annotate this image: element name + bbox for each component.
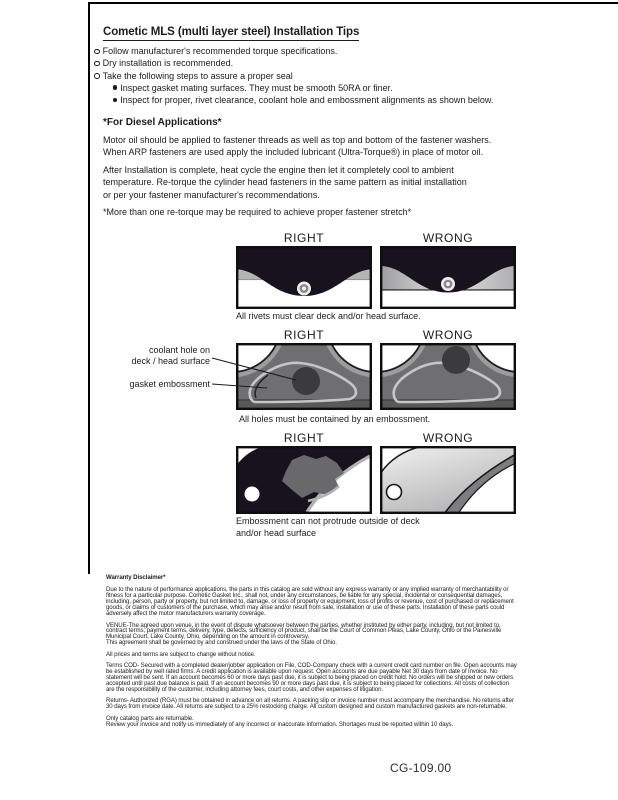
diesel-paragraph-1: [103, 134, 491, 159]
embossment-right-illustration: [236, 446, 372, 514]
wrong-label: WRONG: [422, 328, 474, 342]
hollow-bullet-icon: [94, 49, 100, 55]
text-line: Due to the nature of performance applications, the parts in this catalog are sold without any express warranty or any implied warranty of merchantability or: [106, 586, 509, 594]
text-line: VENUE-The agreed upon venue, in the event of dispute whatsoever between the parties, whether instituted by either party, including, but not limited to,: [106, 621, 501, 629]
diagram-row2: [236, 343, 516, 410]
diagram-row2-labels: [236, 328, 516, 342]
text-line: Review your invoice and notify us immediately of any incorrect or inaccurate information. Shortages must be reported within 10 days.: [106, 720, 454, 728]
text-line: Embossment can not protrude outside of deck: [236, 516, 420, 526]
text-line: Terms COD- Secured with a completed dealer/jobber application on File, COD-Company check with a current credit card number on file. Open accounts may: [106, 662, 517, 670]
coolant-hole-wrong-illustration: [380, 343, 516, 410]
right-label: RIGHT: [283, 431, 325, 445]
bullet-text: Take the following steps to assure a proper seal: [102, 70, 293, 81]
text-line: accepted until past due balance is paid. If an account becomes 90 or more days past due, it is subject to being placed for collections. All costs of collection: [106, 679, 509, 687]
bullet-item: [94, 45, 493, 57]
diagram-row3-caption: [236, 516, 420, 539]
legal-paragraph-returns: [106, 698, 517, 710]
text-line: adversely affect the motor manufacturers warranty coverage.: [106, 610, 266, 618]
wrong-label: WRONG: [422, 231, 474, 245]
hollow-bullet-icon: [94, 73, 100, 79]
installation-tips-list: [94, 45, 493, 106]
sub-bullet-text: Inspect gasket mating surfaces. They must be smooth 50RA or finer.: [120, 82, 393, 93]
diagram-row1-caption: All rivets must clear deck and/or head surface.: [236, 311, 421, 321]
text-line: goods, or claims of customers of the purchase, which may arise and/or result from sale, installation or use of these parts. Installation of these parts could: [106, 604, 505, 612]
text-line: This agreement shall be governed by and construed under the laws of the State of Ohio.: [106, 639, 337, 647]
diagram-row1: [236, 246, 516, 309]
text-line: and/or head surface: [236, 527, 317, 538]
warranty-disclaimer-heading: Warranty Disclaimer*: [106, 574, 166, 581]
text-line: statement will be sent. If an account becomes 60 or more days past due, it is subject to being placed on credit hold. No orders will be shipped or new orders: [106, 674, 514, 682]
coolant-hole-annotation: [110, 345, 210, 367]
text-line: When ARP fasteners are used apply the included lubricant (Ultra-Torque®) in place of motor oil.: [103, 147, 484, 158]
embossment-wrong-illustration: [380, 446, 516, 514]
sub-bullet-text: Inspect for proper, rivet clearance, coolant hole and embossment alignments as shown below.: [120, 95, 494, 106]
bullet-text: Dry installation is recommended.: [102, 58, 234, 69]
text-line: Motor oil should be applied to fastener threads as well as top and bottom of the fastener washers.: [103, 135, 492, 145]
page-frame-line-top: [88, 2, 618, 4]
text-line: Only catalog parts are returnable.: [106, 714, 194, 722]
annotation-line: coolant hole on: [148, 345, 210, 355]
bullet-item: [94, 57, 493, 69]
diesel-section-heading: *For Diesel Applications*: [103, 117, 222, 128]
bullet-item: [94, 70, 493, 82]
text-line: are the responsibility of the customer, including attorney fees, court costs, and other expenses of litigation.: [106, 685, 384, 693]
text-line: fitness for a particular purpose. Cometic Gasket Inc., shall not, under any circumstances, be liable for any special, incidental or consequential damages,: [106, 592, 503, 600]
bullet-text: Follow manufacturer's recommended torque specifications.: [102, 46, 338, 56]
diagram-row3: [236, 446, 516, 514]
page-frame-line-left: [88, 2, 90, 574]
hollow-bullet-icon: [94, 61, 100, 67]
sub-bullet-item: [94, 82, 493, 94]
filled-bullet-icon: [113, 85, 117, 89]
legal-paragraph-closing: [106, 716, 517, 728]
legal-paragraph-venue: [106, 623, 517, 647]
sub-bullet-item: [94, 94, 493, 106]
right-label: RIGHT: [283, 328, 325, 342]
bolt-hole: [387, 485, 402, 500]
diagram-row1-labels: [236, 231, 516, 245]
wrong-label: WRONG: [422, 431, 474, 445]
coolant-hole: [292, 367, 320, 395]
filled-bullet-icon: [113, 98, 117, 102]
text-line: After Installation is complete, heat cycle the engine then let it completely cool to ambient: [103, 165, 454, 175]
right-label: RIGHT: [283, 231, 325, 245]
diesel-paragraph-2: [103, 164, 467, 201]
text-line: Municipal Court, Lake County, Ohio, depending on the amount in controversy.: [106, 633, 310, 641]
rivet-clearance-wrong-illustration: [380, 246, 516, 309]
page-number: CG-109.00: [390, 761, 452, 775]
text-line: including, person, party or property, but not limited to, damage, or loss of property or equipment, loss of profits or revenue, cost of purchased or replacement: [106, 598, 514, 606]
coolant-hole-right-illustration: [236, 343, 372, 410]
diagram-row2-caption: All holes must be contained by an embossment.: [239, 414, 431, 424]
legal-paragraph-warranty: [106, 587, 517, 617]
annotation-line: deck / head surface: [131, 356, 210, 366]
legal-paragraph-prices: All prices and terms are subject to change without notice.: [106, 650, 256, 658]
text-line: be established by well rated firms. A credit application is available upon request. Open accounts are due payable Net 30 days from date of invoice. No: [106, 668, 498, 676]
legal-section: [106, 575, 517, 733]
diagram-row3-labels: [236, 431, 516, 445]
page-title: Cometic MLS (multi layer steel) Installation Tips: [103, 26, 359, 41]
diesel-note: *More than one re-torque may be required to achieve proper fastener stretch*: [103, 207, 412, 217]
coolant-hole: [442, 346, 470, 374]
gasket-embossment-annotation: gasket embossment: [129, 379, 210, 389]
text-line: temperature. Re-torque the cylinder head fasteners in the same pattern as initial installation: [103, 177, 467, 188]
text-line: Returns- Authorized (RGA) must be obtained in advance on all returns. A packing slip or invoice number must accompany the merchandise. No returns after: [106, 697, 514, 705]
text-line: or per your fastener manufacturer's recommendations.: [103, 189, 320, 200]
text-line: 30 days from invoice date. All returns are subject to a 25% restocking charge. All custom designed and custom manufactured gaskets are non-returnable.: [106, 703, 507, 711]
bolt-hole: [245, 487, 260, 502]
rivet-clearance-right-illustration: [236, 246, 372, 309]
legal-paragraph-terms: [106, 663, 517, 693]
text-line: contract terms, payment terms, delivery, type, defects, sufficiency of product, shall be the Court of Common Pleas, Lake County, Ohio or the Painesville: [106, 627, 502, 635]
